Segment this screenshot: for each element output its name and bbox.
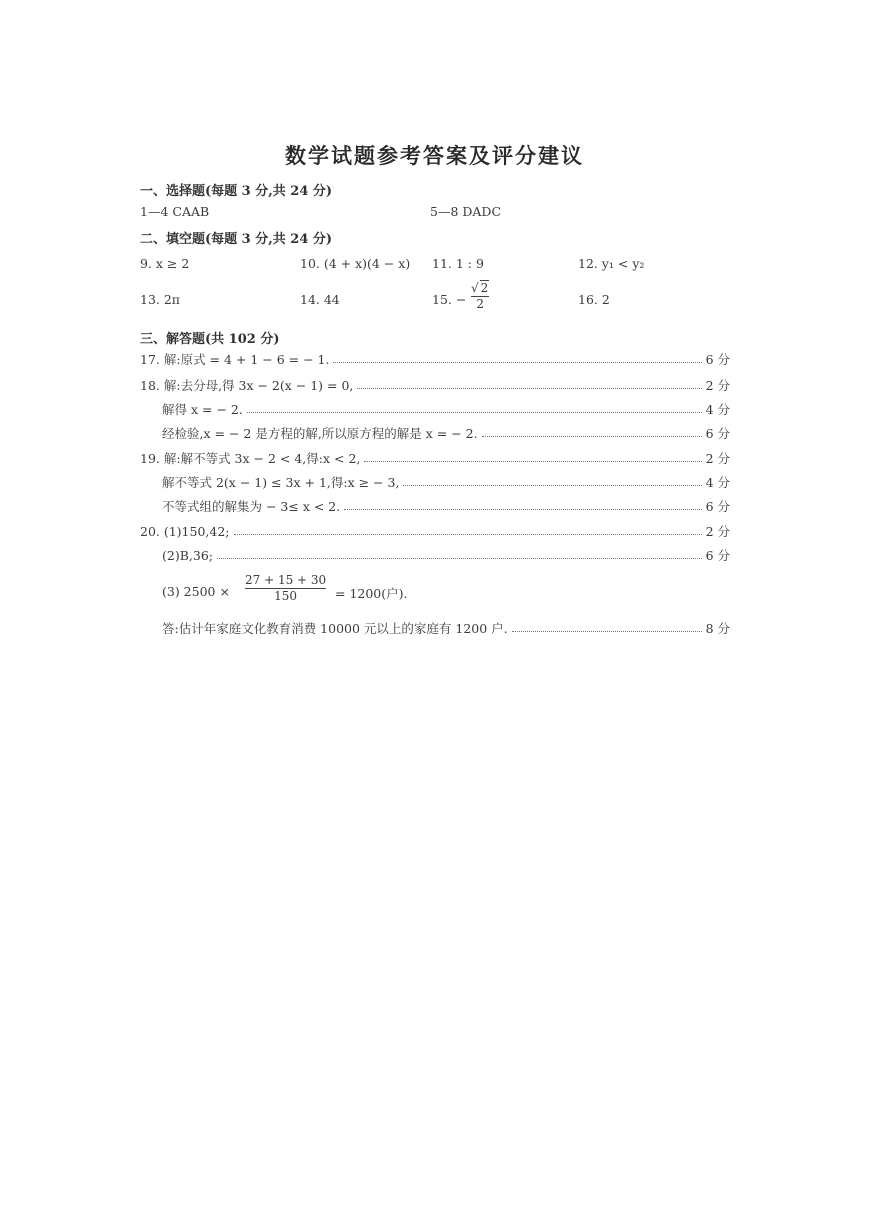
answer-13: 13. 2π bbox=[140, 292, 181, 307]
page-title: 数学试题参考答案及评分建议 bbox=[285, 143, 584, 168]
score-label: 6 分 bbox=[705, 548, 730, 563]
answer-5-8: 5—8 DADC bbox=[430, 204, 502, 219]
solution-line bbox=[162, 400, 730, 418]
score-label: 6 分 bbox=[705, 499, 730, 514]
solution-text: 答:估计年家庭文化教育消费 10000 元以上的家庭有 1200 户. bbox=[162, 621, 508, 636]
solution-line bbox=[140, 350, 730, 368]
dot-leader bbox=[333, 354, 701, 363]
dot-leader bbox=[217, 550, 702, 559]
dot-leader bbox=[403, 477, 701, 486]
answer-1-4: 1—4 CAAB bbox=[140, 204, 210, 219]
dot-leader bbox=[482, 428, 702, 437]
dot-leader bbox=[247, 404, 702, 413]
dot-leader bbox=[344, 501, 701, 510]
section-heading-solve: 三、解答题(共 102 分) bbox=[140, 332, 280, 347]
solution-line bbox=[162, 497, 730, 515]
answer-12: 12. y₁ < y₂ bbox=[578, 256, 645, 271]
answer-11: 11. 1 : 9 bbox=[432, 256, 484, 271]
answer-9: 9. x ≥ 2 bbox=[140, 256, 190, 271]
solution-text: (2)B,36; bbox=[162, 547, 213, 563]
answer-15-prefix: 15. − bbox=[432, 292, 467, 307]
answer-10: 10. (4 + x)(4 − x) bbox=[300, 256, 411, 271]
answer-15-numerator: √ 2 bbox=[471, 281, 489, 295]
score-label: 4 分 bbox=[705, 402, 730, 417]
section-heading-choice: 一、选择题(每题 3 分,共 24 分) bbox=[140, 184, 333, 199]
solution-text: 解不等式 2(x − 1) ≤ 3x + 1,得:x ≥ − 3, bbox=[162, 475, 400, 490]
q20-3-fraction bbox=[245, 573, 326, 604]
solution-line bbox=[162, 546, 730, 564]
score-label: 6 分 bbox=[705, 426, 730, 441]
dot-leader bbox=[234, 526, 702, 535]
dot-leader bbox=[357, 380, 701, 389]
solution-line bbox=[140, 376, 730, 394]
section-heading-fill: 二、填空题(每题 3 分,共 24 分) bbox=[140, 232, 333, 247]
score-label: 2 分 bbox=[705, 524, 730, 539]
solution-line bbox=[162, 619, 730, 637]
solution-text: 20. (1)150,42; bbox=[140, 523, 230, 539]
sqrt-icon: √ bbox=[471, 281, 479, 295]
solution-text: 17. 解:原式 = 4 + 1 − 6 = − 1. bbox=[140, 352, 330, 367]
solution-text: 经检验,x = − 2 是方程的解,所以原方程的解是 x = − 2. bbox=[162, 426, 478, 441]
q20-3-result: = 1200(户). bbox=[335, 586, 408, 601]
solution-text: 解得 x = − 2. bbox=[162, 402, 243, 417]
solution-text: 18. 解:去分母,得 3x − 2(x − 1) = 0, bbox=[140, 378, 354, 393]
q20-3-prefix: (3) 2500 × bbox=[162, 584, 230, 599]
dot-leader bbox=[364, 453, 701, 462]
q20-3-denominator: 150 bbox=[274, 589, 298, 603]
solution-text: 19. 解:解不等式 3x − 2 < 4,得:x < 2, bbox=[140, 451, 361, 466]
answer-15-fraction bbox=[471, 281, 489, 312]
solution-text: 不等式组的解集为 − 3≤ x < 2. bbox=[162, 499, 341, 514]
solution-line bbox=[140, 522, 730, 540]
score-label: 4 分 bbox=[705, 475, 730, 490]
solution-line bbox=[140, 449, 730, 467]
score-label: 8 分 bbox=[705, 621, 730, 636]
solution-line bbox=[162, 424, 730, 442]
answer-14: 14. 44 bbox=[300, 292, 340, 307]
score-label: 2 分 bbox=[705, 378, 730, 393]
q20-3-numerator: 27 + 15 + 30 bbox=[245, 573, 327, 587]
dot-leader bbox=[512, 623, 702, 632]
solution-line bbox=[162, 473, 730, 491]
score-label: 6 分 bbox=[705, 352, 730, 367]
score-label: 2 分 bbox=[705, 451, 730, 466]
answer-16: 16. 2 bbox=[578, 292, 610, 307]
answer-15-denominator: 2 bbox=[476, 297, 484, 311]
